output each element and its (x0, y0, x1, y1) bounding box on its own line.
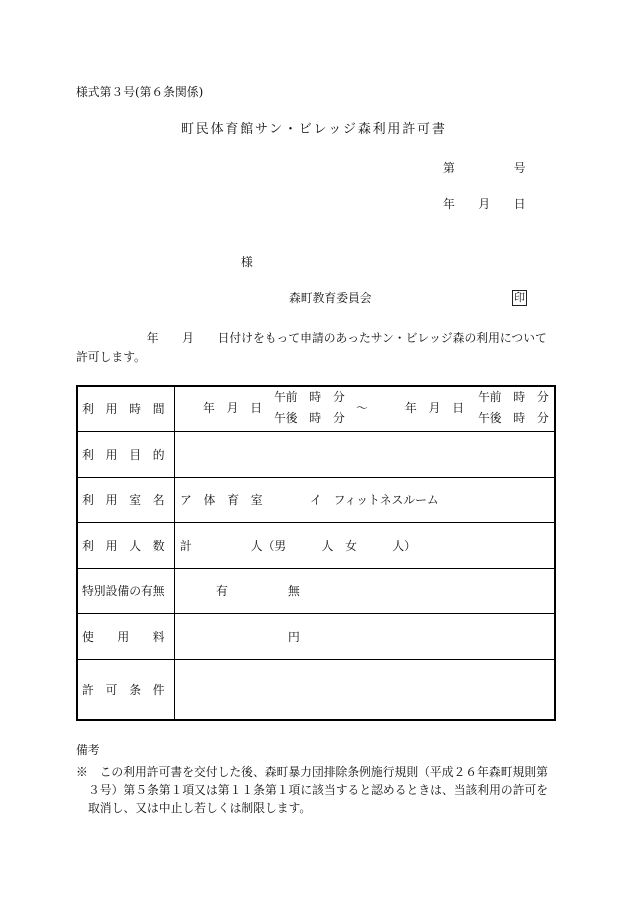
label-cell (78, 387, 175, 431)
document-title: 町民体育館サン・ビレッジ森利用許可書 (181, 122, 447, 137)
purpose-value-cell (175, 432, 554, 477)
time-value-cell (175, 387, 554, 431)
label-cell (78, 478, 175, 522)
fee-label: 使 用 料 (82, 629, 165, 644)
start-pm: 午後 時 分 (274, 411, 345, 425)
seal-mark: 印 (514, 291, 525, 304)
table-row-room (78, 478, 554, 523)
document-number-line: 第 号 (443, 161, 526, 175)
table-row-people (78, 523, 554, 569)
table-row-time (78, 387, 554, 432)
conditions-label: 許 可 条 件 (82, 682, 165, 697)
range-tilde: ～ (356, 401, 368, 415)
remarks-heading: 備考 (76, 743, 100, 757)
end-date: 年 月 日 (405, 401, 464, 415)
form-id: 様式第３号(第６条関係) (76, 85, 204, 99)
label-cell (78, 432, 175, 477)
time-label: 利 用 時 間 (82, 402, 165, 416)
room-option-gym: ア 体 育 室 (180, 493, 263, 507)
people-value-cell (175, 523, 554, 568)
table-row-purpose (78, 432, 554, 478)
body-line-2: 許可します。 (76, 350, 146, 364)
label-cell (78, 523, 175, 568)
equipment-value-cell (175, 569, 554, 613)
end-pm: 午後 時 分 (478, 411, 549, 425)
conditions-value-cell (175, 660, 554, 719)
label-cell (78, 614, 175, 659)
remarks-line-1: ※ この利用許可書を交付した後、森町暴力団排除条例施行規則（平成２６年森町規則第 (76, 765, 548, 779)
remarks-line-2: ３号）第５条第１項又は第１１条第１項に該当すると認めるときは、当該利用の許可を (88, 783, 549, 797)
equipment-yes: 有 (216, 584, 228, 598)
issuer-name: 森町教育委員会 (289, 291, 372, 305)
end-am: 午前 時 分 (478, 390, 549, 404)
people-count: 計 人（男 人 女 人） (180, 538, 416, 553)
table-row-equipment (78, 569, 554, 614)
permit-table (76, 385, 556, 721)
remarks-line-3: 取消し、又は中止し若しくは制限します。 (88, 801, 312, 815)
issue-date-line: 年 月 日 (443, 197, 526, 211)
equipment-no: 無 (288, 584, 300, 598)
fee-value-cell (175, 614, 554, 659)
start-date: 年 月 日 (203, 401, 262, 415)
room-label: 利 用 室 名 (82, 493, 165, 507)
body-line-1: 年 月 日付けをもって申請のあったサン・ビレッジ森の利用について (76, 331, 547, 345)
equipment-label: 特別設備の有無 (82, 584, 165, 598)
people-label: 利 用 人 数 (82, 538, 165, 553)
label-cell (78, 569, 175, 613)
start-am: 午前 時 分 (274, 390, 345, 404)
addressee-suffix: 様 (241, 255, 253, 269)
fee-unit: 円 (288, 629, 300, 644)
purpose-label: 利 用 目 的 (82, 447, 165, 462)
room-option-fitness: イ フィットネスルーム (310, 493, 439, 507)
room-value-cell (175, 478, 554, 522)
table-row-conditions (78, 660, 554, 719)
label-cell (78, 660, 175, 719)
table-row-fee (78, 614, 554, 660)
